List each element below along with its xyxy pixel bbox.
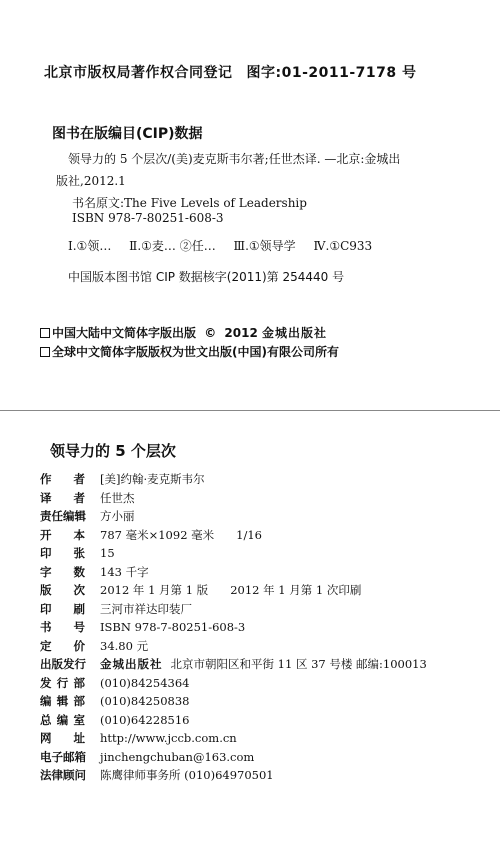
- detail-key: 字 数: [40, 564, 85, 579]
- detail-row: [40, 637, 148, 655]
- detail-key: 总 编 室: [40, 712, 85, 727]
- class-4: Ⅳ.①C933: [313, 239, 373, 253]
- class-2: Ⅱ.①麦… ②任…: [129, 239, 216, 253]
- publisher-row: [40, 655, 427, 673]
- detail-row: [40, 600, 192, 618]
- contact-value: 陈鹰律师事务所 (010)64970501: [100, 768, 274, 782]
- detail-key: 发 行 部: [40, 675, 85, 690]
- detail-key: 网 址: [40, 731, 85, 745]
- detail-value: 三河市祥达印装厂: [100, 601, 192, 616]
- detail-key: 印 刷: [40, 601, 85, 616]
- detail-extra: 2012 年 1 月第 1 次印刷: [230, 583, 362, 597]
- class-3: Ⅲ.①领导学: [233, 239, 296, 253]
- copyright-registration: [44, 62, 417, 82]
- detail-value: 34.80 元: [100, 638, 149, 653]
- copyright-symbol: ©: [204, 326, 217, 340]
- detail-value: [美]约翰·麦克斯韦尔: [100, 472, 205, 486]
- detail-value: 方小丽: [100, 509, 135, 523]
- detail-row: [40, 563, 149, 581]
- detail-key: 版 次: [40, 583, 85, 597]
- cip-heading: 图书在版编目(CIP)数据: [52, 126, 203, 142]
- book-title: 领导力的 5 个层次: [50, 442, 176, 460]
- detail-key: 出版发行: [40, 657, 86, 671]
- detail-value: 2012 年 1 月第 1 版: [100, 583, 209, 597]
- contact-value: http://www.jccb.com.cn: [100, 731, 237, 745]
- detail-value: 15: [100, 546, 115, 560]
- detail-key: 书 号: [40, 620, 85, 634]
- copyright-line-2: [40, 343, 339, 360]
- detail-value: 143 千字: [100, 564, 149, 579]
- cip-classification: [68, 237, 386, 254]
- contact-row: [40, 711, 189, 729]
- detail-row: [40, 581, 361, 599]
- detail-key: 开 本: [40, 527, 85, 542]
- detail-value: 787 毫米×1092 毫米: [100, 527, 215, 542]
- detail-key: 印 张: [40, 546, 85, 560]
- registration-number: 图字:01-2011-7178 号: [246, 65, 417, 81]
- cip-line-1: 领导力的 5 个层次/(美)麦克斯韦尔著;任世杰译. —北京:金城出: [68, 152, 401, 166]
- copyright-year: 2012: [224, 326, 258, 340]
- registration-label: 北京市版权局著作权合同登记: [44, 65, 233, 81]
- detail-value: ISBN 978-7-80251-608-3: [100, 620, 246, 634]
- detail-row: [40, 470, 205, 488]
- contact-row: [40, 748, 254, 766]
- contact-value: (010)64228516: [100, 712, 190, 727]
- detail-key: 译 者: [40, 490, 85, 505]
- contact-value: (010)84254364: [100, 675, 190, 690]
- contact-row: [40, 766, 274, 784]
- publisher-address: 北京市朝阳区和平街 11 区 37 号楼 邮编:100013: [170, 657, 427, 671]
- detail-key: 法律顾问: [40, 768, 86, 782]
- checkbox-square-icon: [40, 347, 50, 357]
- contact-value: (010)84250838: [100, 694, 190, 708]
- cip-isbn: ISBN 978-7-80251-608-3: [72, 211, 224, 225]
- contact-row: [40, 729, 237, 747]
- cip-check-number: 中国版本图书馆 CIP 数据核字(2011)第 254440 号: [68, 270, 345, 284]
- copyright-text-1: 中国大陆中文简体字版出版: [52, 326, 197, 340]
- detail-key: 编 辑 部: [40, 694, 85, 708]
- copyright-text-2: 全球中文简体字版版权为世文出版(中国)有限公司所有: [52, 345, 339, 359]
- copyright-line-1: [40, 324, 327, 341]
- detail-key: 电子邮箱: [40, 749, 86, 764]
- detail-row: [40, 526, 262, 544]
- class-1: Ⅰ.①领…: [68, 239, 112, 253]
- detail-key: 定 价: [40, 638, 85, 653]
- detail-extra: 1/16: [236, 527, 262, 542]
- checkbox-square-icon: [40, 328, 50, 338]
- cip-line-2: 版社,2012.1: [56, 174, 126, 188]
- contact-value: jinchengchuban@163.com: [100, 749, 255, 764]
- cip-original-title: 书名原文:The Five Levels of Leadership: [72, 196, 307, 210]
- detail-row: [40, 489, 135, 507]
- detail-value: 任世杰: [100, 490, 135, 505]
- contact-row: [40, 692, 189, 710]
- publisher-logo-text: 金城出版社: [261, 326, 327, 340]
- contact-row: [40, 674, 189, 692]
- detail-row: [40, 618, 245, 636]
- detail-key: 作 者: [40, 472, 85, 486]
- detail-row: [40, 507, 135, 525]
- publisher-brand: 金城出版社: [100, 657, 163, 671]
- section-divider: [0, 410, 500, 411]
- detail-row: [40, 544, 115, 562]
- detail-key: 责任编辑: [40, 509, 86, 523]
